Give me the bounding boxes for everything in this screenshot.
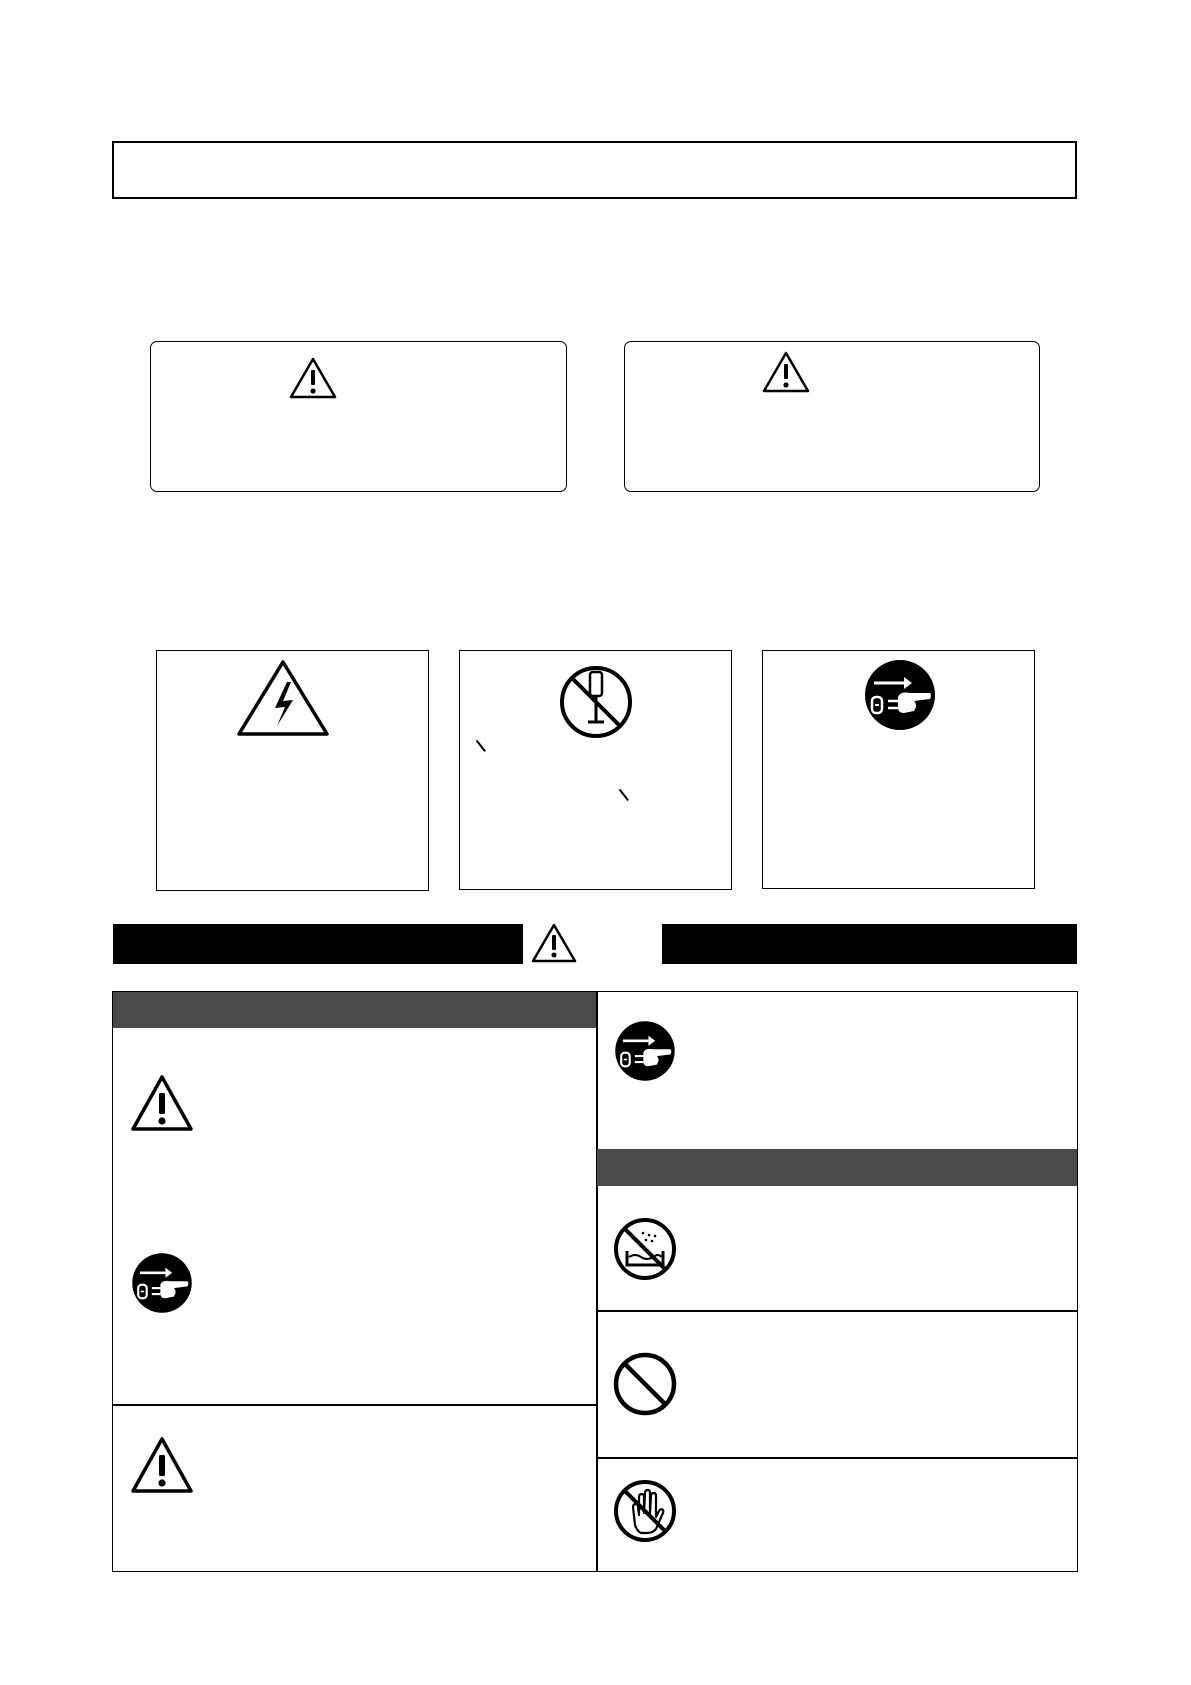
prohibited-icon (612, 1351, 678, 1417)
precautions-table (112, 991, 1078, 1572)
symbol-box-high-voltage (156, 650, 429, 891)
table-column-divider (596, 991, 598, 1572)
unplug-icon (613, 1017, 677, 1085)
do-not-touch-icon (613, 1479, 677, 1543)
caution-definition-box (624, 341, 1040, 492)
table-row-divider (597, 1457, 1078, 1459)
precautions-heading-bar-left (113, 924, 523, 964)
precautions-heading-bar-right (662, 924, 1077, 964)
unplug-icon (130, 1249, 194, 1317)
caution-section-header (597, 1149, 1077, 1186)
callout-mark (619, 789, 629, 801)
title-frame (112, 141, 1077, 199)
warning-triangle-icon (761, 350, 811, 394)
no-water-icon (613, 1217, 677, 1281)
warning-triangle-icon (530, 922, 578, 964)
high-voltage-icon (235, 658, 331, 738)
symbol-box-unplug (762, 650, 1035, 889)
warning-triangle-icon (288, 356, 338, 400)
warning-triangle-icon (129, 1073, 195, 1133)
unplug-icon (864, 655, 936, 735)
callout-mark (476, 740, 486, 752)
table-row-divider (597, 1310, 1078, 1312)
table-row-divider (113, 1404, 597, 1406)
symbol-box-no-disassembly (459, 650, 732, 890)
warning-triangle-icon (129, 1435, 195, 1495)
no-disassembly-icon (558, 664, 634, 740)
warning-section-header (113, 992, 596, 1028)
warning-definition-box (150, 341, 567, 492)
